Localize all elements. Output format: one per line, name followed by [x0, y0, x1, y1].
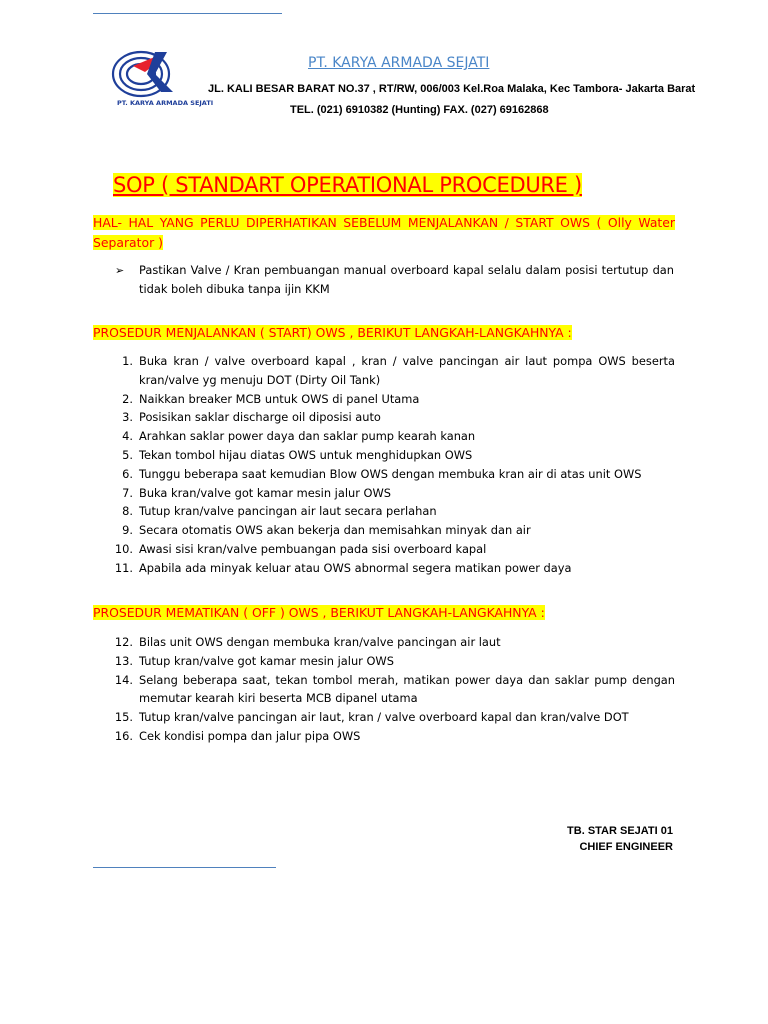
- precaution-heading-text: HAL- HAL YANG PERLU DIPERHATIKAN SEBELUM MENJALANKAN / START OWS ( Olly Water Separator ): [93, 215, 675, 250]
- step-number: 16.: [114, 728, 133, 743]
- document-title-text: SOP ( STANDART OPERATIONAL PROCEDURE ): [113, 173, 582, 197]
- arrow-bullet-icon: ➢: [115, 264, 125, 277]
- start-procedure-steps: [93, 352, 675, 578]
- step-number: 9.: [122, 523, 133, 538]
- step-text: Tunggu beberapa saat kemudian Blow OWS dengan membuka kran air di atas unit OWS: [139, 466, 642, 481]
- step-item: [93, 708, 675, 727]
- precaution-item-text: Pastikan Valve / Kran pembuangan manual overboard kapal selalu dalam posisi tertutup dan tidak boleh dibuka tanpa ijin KKM: [139, 263, 674, 296]
- step-number: 3.: [122, 410, 133, 425]
- step-item: [93, 465, 675, 484]
- step-text: Tekan tombol hijau diatas OWS untuk menghidupkan OWS: [139, 447, 473, 462]
- header-rule: [93, 13, 282, 14]
- step-number: 14.: [114, 672, 133, 687]
- step-item: [93, 390, 675, 409]
- step-text: Naikkan breaker MCB untuk OWS di panel Utama: [139, 391, 420, 406]
- step-text: Bilas unit OWS dengan membuka kran/valve pancingan air laut: [139, 635, 501, 649]
- step-item: [93, 727, 675, 746]
- step-text: Buka kran / valve overboard kapal , kran / valve pancingan air laut pompa OWS beserta kran/valve yg menuju DOT (Dirty Oil Tank): [139, 354, 675, 387]
- step-number: 11.: [114, 560, 133, 575]
- stop-procedure-heading-text: PROSEDUR MEMATIKAN ( OFF ) OWS , BERIKUT LANGKAH-LANGKAHNYA :: [93, 605, 545, 620]
- step-number: 12.: [114, 635, 133, 649]
- step-text: Secara otomatis OWS akan bekerja dan memisahkan minyak dan air: [139, 523, 531, 538]
- company-name: PT. KARYA ARMADA SEJATI: [308, 55, 490, 71]
- step-number: 8.: [122, 504, 133, 519]
- signature-role: CHIEF ENGINEER: [579, 841, 673, 853]
- step-number: 1.: [122, 354, 133, 368]
- step-text: Apabila ada minyak keluar atau OWS abnormal segera matikan power daya: [139, 560, 572, 575]
- step-number: 4.: [122, 429, 133, 444]
- step-item: [93, 633, 675, 652]
- step-text: Buka kran/valve got kamar mesin jalur OWS: [139, 485, 391, 500]
- step-item: [93, 502, 675, 521]
- step-item: [93, 540, 675, 559]
- precaution-heading: [93, 213, 675, 253]
- signature-block: [567, 823, 673, 855]
- stop-procedure-steps: [93, 633, 675, 746]
- step-text: Tutup kran/valve got kamar mesin jalur OWS: [139, 653, 394, 668]
- step-text: Posisikan saklar discharge oil diposisi auto: [139, 410, 381, 425]
- step-item: [93, 408, 675, 427]
- step-number: 5.: [122, 447, 133, 462]
- step-item: [93, 521, 675, 540]
- step-number: 15.: [114, 710, 133, 725]
- step-text: Arahkan saklar power daya dan saklar pump kearah kanan: [139, 429, 476, 444]
- company-logo: [103, 44, 214, 110]
- step-number: 6.: [122, 466, 133, 481]
- document-title: [113, 173, 582, 197]
- step-item: [93, 352, 675, 390]
- step-item: [93, 484, 675, 503]
- signature-vessel: TB. STAR SEJATI 01: [567, 825, 673, 837]
- step-number: 10.: [114, 541, 133, 556]
- step-text: Cek kondisi pompa dan jalur pipa OWS: [139, 728, 361, 743]
- company-address: JL. KALI BESAR BARAT NO.37 , RT/RW, 006/003 Kel.Roa Malaka, Kec Tambora- Jakarta Barat: [208, 83, 696, 95]
- logo-text: PT. KARYA ARMADA SEJATI: [117, 99, 214, 107]
- step-number: 7.: [122, 485, 133, 500]
- step-item: [93, 446, 675, 465]
- step-text: Awasi sisi kran/valve pembuangan pada sisi overboard kapal: [139, 541, 487, 556]
- company-phone: TEL. (021) 6910382 (Hunting) FAX. (027) 69162868: [290, 104, 549, 116]
- step-text: Tutup kran/valve pancingan air laut, kran / valve overboard kapal dan kran/valve DOT: [139, 710, 629, 725]
- stop-procedure-heading: [93, 605, 545, 620]
- start-procedure-heading-text: PROSEDUR MENJALANKAN ( START) OWS , BERIKUT LANGKAH-LANGKAHNYA :: [93, 325, 572, 340]
- start-procedure-heading: [93, 325, 572, 340]
- step-item: [93, 652, 675, 671]
- step-text: Selang beberapa saat, tekan tombol merah, matikan power daya dan saklar pump dengan memutar kearah kiri beserta MCB dipanel utama: [139, 672, 675, 706]
- step-item: [93, 671, 675, 709]
- step-item: [93, 427, 675, 446]
- step-item: [93, 559, 675, 578]
- step-text: Tutup kran/valve pancingan air laut secara perlahan: [139, 504, 437, 519]
- step-number: 13.: [114, 653, 133, 668]
- footer-rule: [93, 867, 276, 868]
- step-number: 2.: [122, 391, 133, 406]
